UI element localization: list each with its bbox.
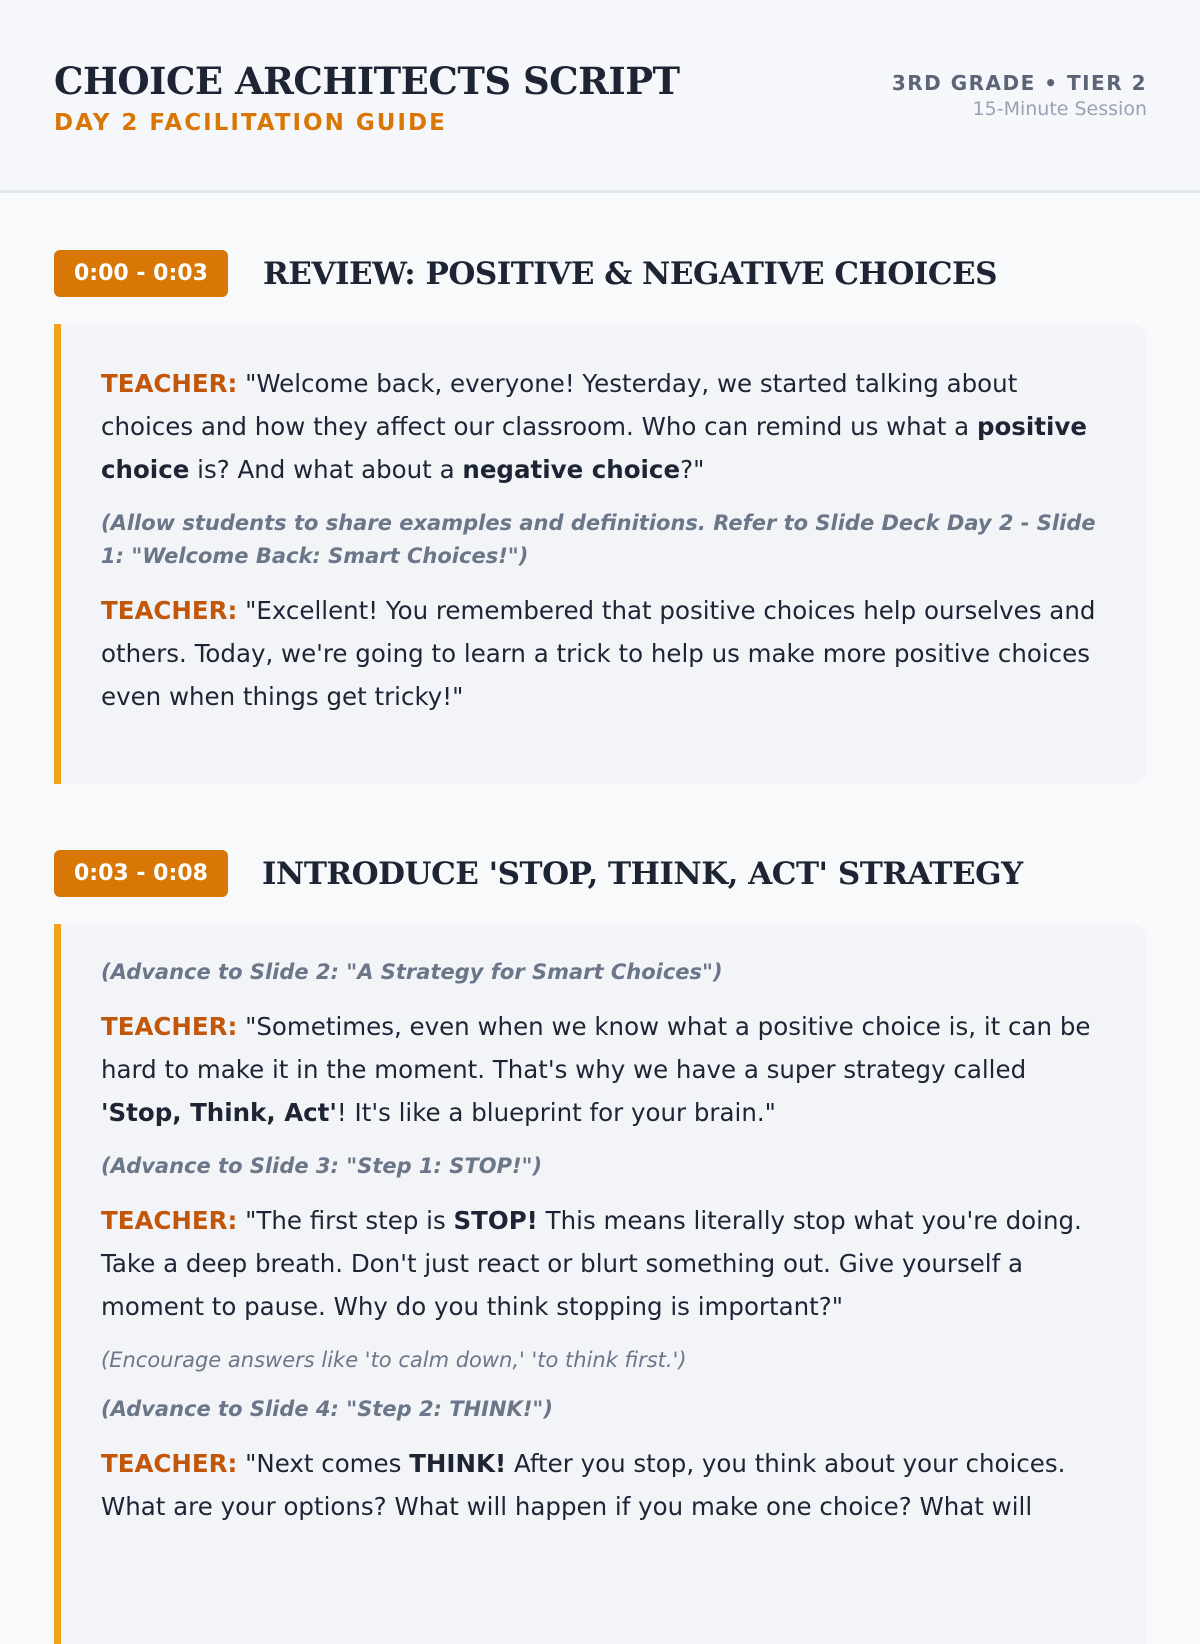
script-card: [54, 924, 1147, 1644]
teacher-line: [101, 589, 1107, 718]
stage-direction: (Advance to Slide 4: "Step 2: THINK!"): [101, 1397, 553, 1421]
line-text: ! It's like a blueprint for your brain.": [336, 1098, 776, 1127]
key-term: 'Stop, Think, Act': [101, 1098, 337, 1127]
script-card: [54, 324, 1147, 784]
line-text: "Welcome back, everyone! Yesterday, we started talking about choices and how they affect our classroom. Who can remind us what a: [101, 369, 1018, 441]
key-term: negative choice: [462, 455, 681, 484]
section-title: INTRODUCE 'STOP, THINK, ACT' STRATEGY: [262, 856, 1023, 892]
stage-direction: (Advance to Slide 3: "Step 1: STOP!"): [101, 1154, 543, 1178]
line-text: "Excellent! You remembered that positive choices help ourselves and others. Today, we're going to learn a trick to help us make more positive choices even when things get tricky!": [101, 596, 1096, 711]
stage-direction: (Encourage answers like 'to calm down,' 'to think first.'): [101, 1348, 687, 1372]
line-text: "The first step is: [245, 1206, 454, 1235]
speaker-label: TEACHER:: [101, 1206, 238, 1235]
speaker-label: TEACHER:: [101, 369, 238, 398]
section-header: [54, 850, 1200, 898]
line-text: After you stop, you think about your choices. What are your options? What will happen if you make one choice? What will: [101, 1449, 1066, 1521]
session-meta: [892, 70, 1147, 122]
page-title: CHOICE ARCHITECTS SCRIPT: [54, 59, 680, 103]
speaker-label: TEACHER:: [101, 1012, 238, 1041]
speaker-label: TEACHER:: [101, 1449, 238, 1478]
speaker-label: TEACHER:: [101, 596, 238, 625]
line-text: "Sometimes, even when we know what a positive choice is, it can be hard to make it in the moment. That's why we have a super strategy called: [101, 1012, 1091, 1084]
section-strategy: [0, 850, 1200, 898]
section-title: REVIEW: POSITIVE & NEGATIVE CHOICES: [263, 256, 998, 292]
page-header: [0, 0, 1200, 193]
stage-direction: (Advance to Slide 2: "A Strategy for Smart Choices"): [101, 960, 723, 984]
section-header: [54, 250, 1200, 298]
time-badge: 0:00 - 0:03: [54, 250, 228, 297]
grade-tier-label: 3RD GRADE • TIER 2: [891, 71, 1147, 95]
key-term: STOP!: [453, 1206, 538, 1235]
key-term: THINK!: [409, 1449, 507, 1478]
line-text: "Next comes: [245, 1449, 410, 1478]
teacher-line: [101, 1199, 1107, 1328]
line-text: This means literally stop what you're doing. Take a deep breath. Don't just react or blurt something out. Give yourself a moment to pause. Why do you think stopping is important?": [101, 1206, 1082, 1321]
session-length-label: 15-Minute Session: [972, 98, 1147, 120]
teacher-line: [101, 1005, 1107, 1134]
line-text: is? And what about a: [189, 455, 463, 484]
line-text: ?": [680, 455, 705, 484]
time-badge: 0:03 - 0:08: [54, 850, 228, 897]
key-term: positive choice: [101, 412, 1087, 484]
stage-direction: (Allow students to share examples and definitions. Refer to Slide Deck Day 2 - Slide 1: "Welcome Back: Smart Choices!"): [101, 511, 1096, 568]
teacher-line: [101, 1442, 1107, 1528]
section-review: [0, 250, 1200, 298]
page-subtitle: DAY 2 FACILITATION GUIDE: [54, 110, 447, 136]
teacher-line: [101, 362, 1107, 491]
